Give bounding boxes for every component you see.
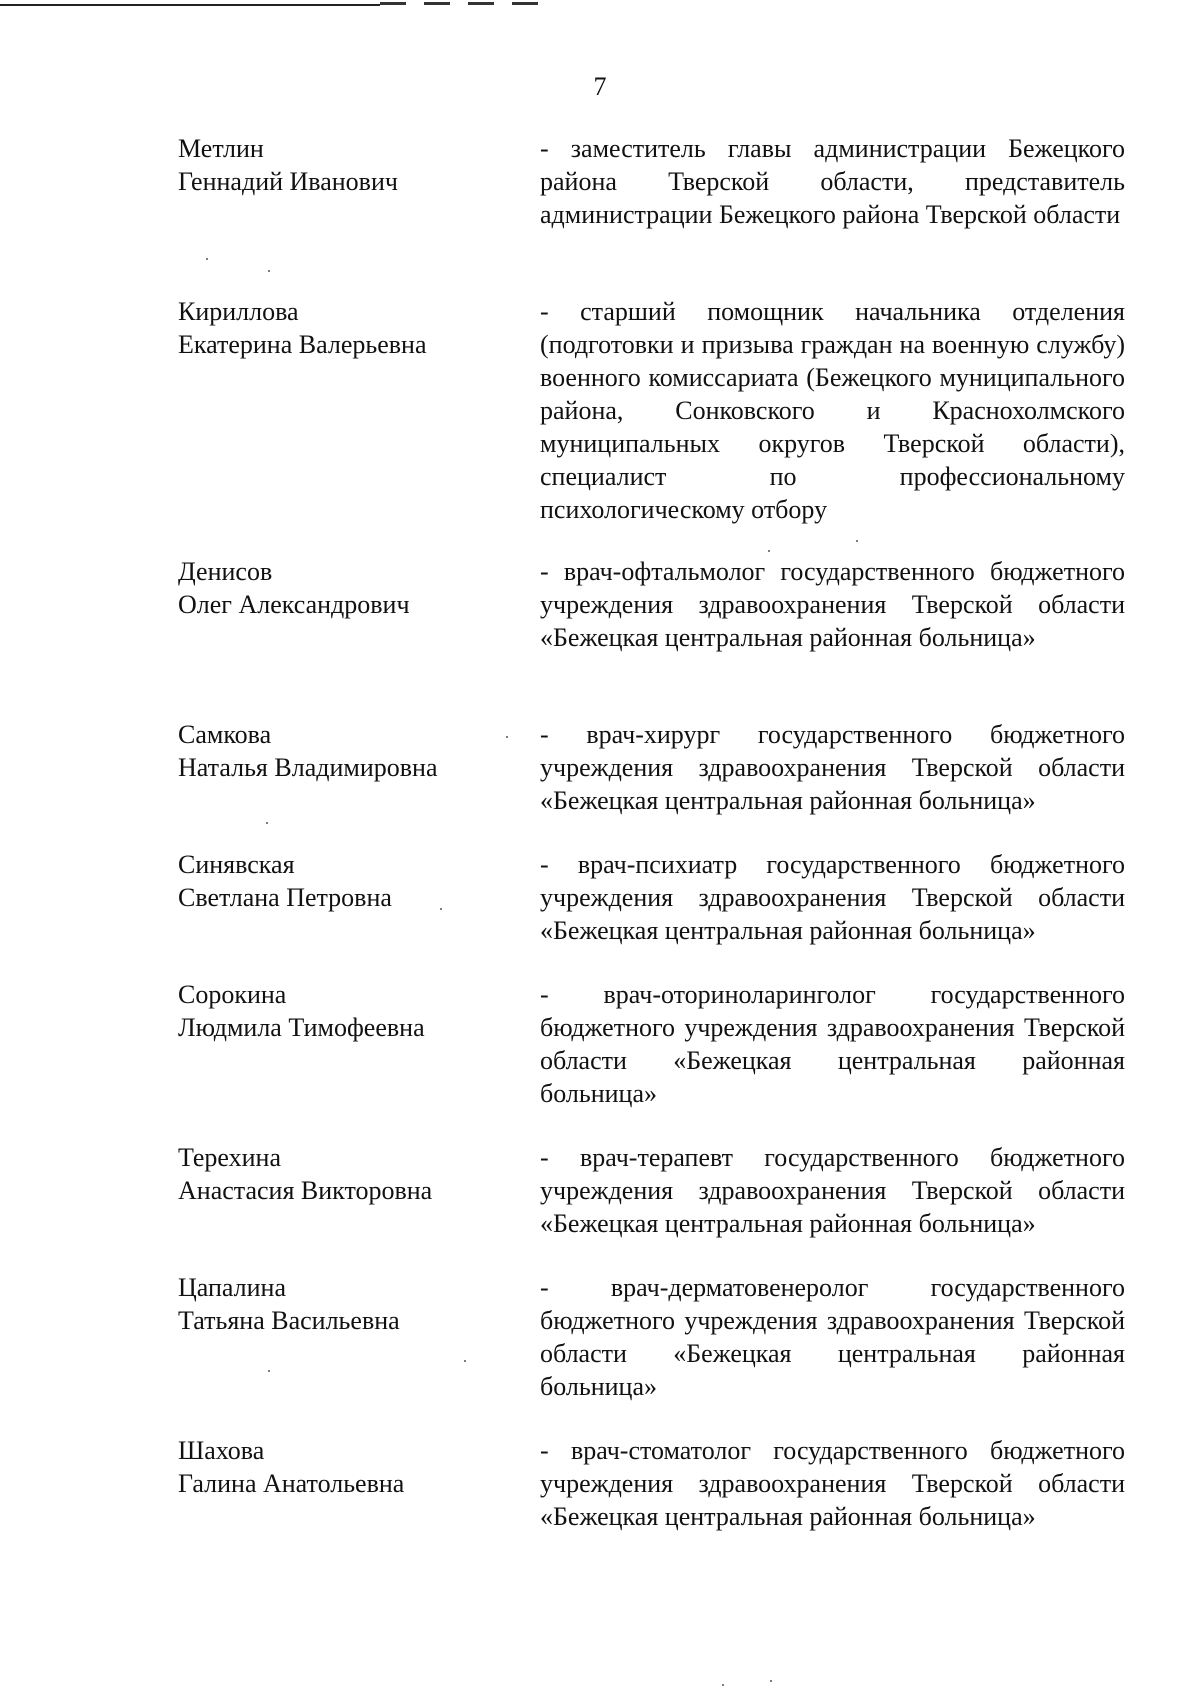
member-given-names: Геннадий Иванович — [178, 167, 398, 196]
member-surname: Денисов — [178, 557, 273, 586]
scan-speck — [770, 1680, 772, 1682]
member-position: - старший помощник начальника отделения (подготовки и призыва граждан на военную службу) военного комиссариата (Бежецкого муниципального района, Сонковского и Краснохолмского муниципальных округов Тверской области), специалист по профессиональному психологическому отбору — [540, 297, 1125, 524]
member-given-names: Анастасия Викторовна — [178, 1176, 433, 1205]
member-given-names: Олег Александрович — [178, 590, 410, 619]
member-name — [178, 1141, 508, 1207]
member-name — [178, 978, 508, 1044]
member-given-names: Светлана Петровна — [178, 883, 392, 912]
scan-speck — [440, 908, 442, 910]
member-name — [178, 132, 508, 198]
member-name — [178, 555, 508, 621]
member-position: - врач-психиатр государственного бюджетного учреждения здравоохранения Тверской области «Бежецкая центральная районная больница» — [540, 850, 1125, 945]
member-surname: Цапалина — [178, 1273, 286, 1302]
member-position: - врач-оториноларинголог государственного бюджетного учреждения здравоохранения Тверской области «Бежецкая центральная районная больница» — [540, 980, 1125, 1108]
member-name — [178, 295, 508, 361]
member-surname: Самкова — [178, 720, 272, 749]
member-surname: Сорокина — [178, 980, 287, 1009]
member-surname: Кириллова — [178, 297, 299, 326]
page-number: 7 — [593, 72, 607, 101]
scan-speck — [856, 540, 858, 542]
member-position: - врач-стоматолог государственного бюджетного учреждения здравоохранения Тверской области «Бежецкая центральная районная больница» — [540, 1436, 1125, 1531]
scan-speck — [206, 258, 208, 260]
member-position: - врач-дерматовенеролог государственного бюджетного учреждения здравоохранения Тверской области «Бежецкая центральная районная больница» — [540, 1273, 1125, 1401]
member-given-names: Екатерина Валерьевна — [178, 330, 427, 359]
member-surname: Шахова — [178, 1436, 265, 1465]
member-surname: Терехина — [178, 1143, 281, 1172]
member-given-names: Галина Анатольевна — [178, 1469, 405, 1498]
member-position: - заместитель главы администрации Бежецкого района Тверской области, представитель администрации Бежецкого района Тверской области — [540, 134, 1125, 229]
scan-edge-line — [0, 4, 380, 6]
member-name — [178, 1271, 508, 1337]
scan-speck — [722, 1684, 724, 1686]
scan-edge-dashes — [380, 2, 540, 5]
member-name — [178, 848, 508, 914]
member-position: - врач-хирург государственного бюджетного учреждения здравоохранения Тверской области «Бежецкая центральная районная больница» — [540, 720, 1125, 815]
scan-speck — [464, 1360, 466, 1362]
scan-speck — [268, 270, 270, 272]
member-given-names: Татьяна Васильевна — [178, 1306, 400, 1335]
scan-speck — [266, 822, 268, 824]
scan-speck — [768, 550, 770, 552]
member-surname: Синявская — [178, 850, 295, 879]
scan-speck — [506, 736, 508, 738]
member-position: - врач-офтальмолог государственного бюджетного учреждения здравоохранения Тверской области «Бежецкая центральная районная больница» — [540, 557, 1125, 652]
member-given-names: Наталья Владимировна — [178, 753, 438, 782]
member-position: - врач-терапевт государственного бюджетного учреждения здравоохранения Тверской области «Бежецкая центральная районная больница» — [540, 1143, 1125, 1238]
member-surname: Метлин — [178, 134, 264, 163]
member-given-names: Людмила Тимофеевна — [178, 1013, 425, 1042]
member-name — [178, 1434, 508, 1500]
member-name — [178, 718, 508, 784]
scan-speck — [268, 1370, 270, 1372]
